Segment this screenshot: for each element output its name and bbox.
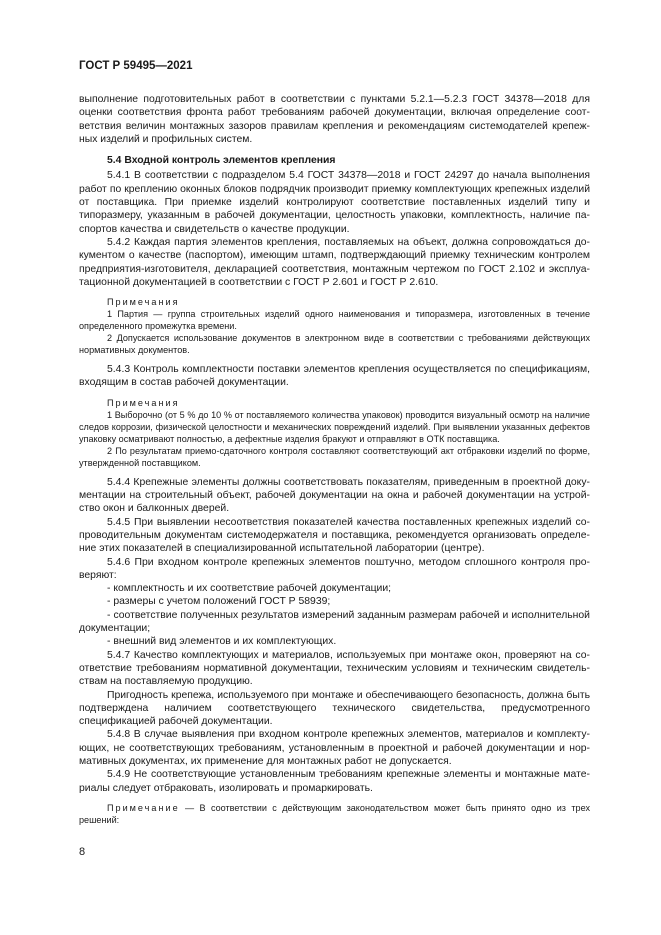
document-header: ГОСТ Р 59495—2021: [79, 60, 193, 72]
note-label: Примечание: [107, 802, 180, 813]
paragraph-5-4-7: 5.4.7 Качество комплектующих и материалов, используемых при монтаже окон, проверяют на соответствие требованиям нормативной документации, техническим условиям и техническим свидетельствам на поставляемую продукцию.: [79, 649, 590, 688]
paragraph-5-4-2: 5.4.2 Каждая партия элементов крепления, поставляемых на объект, должна сопровождаться документом о качестве (паспортом), имеющим штамп, подтверждающий приемку техническим контролем предприятия-изготовителя, декларацией соответствия, монтажным чертежом по ГОСТ 2.102 и эксплуатационной документацией в соответствии с ГОСТ Р 2.601 и ГОСТ Р 2.610.: [79, 236, 590, 288]
paragraph-5-4-1: 5.4.1 В соответствии с подразделом 5.4 ГОСТ 34378—2018 и ГОСТ 24297 до начала выполнения работ по креплению оконных блоков подрядчик производит приемку комплектующих крепежных изделий от поставщика. При приемке изделий контролируют соответствие поставленных изделий типу и типоразмеру, указанным в рабочей документации, целостность упаковки, комплектность, наличие паспортов качества и свидетельств о качестве продукции.: [79, 170, 590, 235]
page-number: 8: [79, 846, 86, 858]
paragraph-5-4-4: 5.4.4 Крепежные элементы должны соответствовать показателям, приведенным в проектной документации на строительный объект, рабочей документации на окна и рабочей документации на устройство окон и балконных дверей.: [79, 476, 590, 515]
paragraph-5-4-9: 5.4.9 Не соответствующие установленным требованиям крепежные элементы и монтажные материалы следует отбраковать, изолировать и промаркировать.: [79, 769, 590, 794]
list-item: - внешний вид элементов и их комплектующих.: [107, 636, 337, 648]
section-title: 5.4 Входной контроль элементов крепления: [107, 155, 336, 167]
list-item: - соответствие полученных результатов измерений заданным размерам рабочей и исполнительной документации;: [79, 609, 590, 635]
list-item: - комплектность и их соответствие рабочей документации;: [107, 583, 392, 595]
note-item: 2 По результатам приемо-сдаточного контроля составляют соответствующий акт отбраковки изделий по форме, утвержденной поставщиком.: [79, 445, 590, 468]
list-item: - размеры с учетом положений ГОСТ Р 58939;: [107, 596, 331, 608]
notes-title: Примечания: [107, 297, 180, 308]
paragraph-5-4-7-continued: Пригодность крепежа, используемого при монтаже и обеспечивающего безопасность, должна быть подтверждена наличием соответствующего технического свидетельства, предусмотренного спецификацией рабочей документации.: [79, 689, 590, 728]
note-item: 1 Партия — группа строительных изделий одного наименования и типоразмера, изготовленных в течение определенного промежутка времени.: [79, 309, 590, 332]
note-block: [79, 802, 590, 826]
paragraph-5-4-5: 5.4.5 При выявлении несоответствия показателей качества поставленных крепежных изделий сопроводительным документам системодержателя и поставщика, рекомендуется организовать определение этих показателей в специализированной испытательной лаборатории (центре).: [79, 516, 590, 555]
note-item: 2 Допускается использование документов в электронном виде в соответствии с требованиями действующих нормативных документов.: [79, 333, 590, 356]
note-item: 1 Выборочно (от 5 % до 10 % от поставляемого количества упаковок) проводится визуальный осмотр на наличие следов коррозии, физической целостности и механических повреждений изделий. При выявлении указанных дефектов упаковку осматривают полностью, а дефектные изделия бракуют и отправляют в ОТК поставщика.: [79, 409, 590, 444]
notes-title: Примечания: [107, 397, 180, 408]
paragraph-5-4-3: 5.4.3 Контроль комплектности поставки элементов крепления осуществляется по спецификациям, входящим в состав рабочей документации.: [79, 364, 590, 389]
paragraph-5-4-8: 5.4.8 В случае выявления при входном контроле крепежных элементов, материалов и комплектующих, не соответствующих требованиям, установленным в проектной и рабочей документации и нормативных документах, их применение для монтажных работ не допускается.: [79, 729, 590, 767]
intro-paragraph: выполнение подготовительных работ в соответствии с пунктами 5.2.1—5.2.3 ГОСТ 34378—2018 для оценки соответствия фронта работ требованиям рабочей документации, включая определение соответствия величин монтажных зазоров правилам крепления и рекомендациям системодателей крепежных изделий и профильных систем.: [79, 94, 590, 145]
paragraph-5-4-6: 5.4.6 При входном контроле крепежных элементов поштучно, методом сплошного контроля проверяют:: [79, 556, 590, 581]
document-body: [79, 93, 590, 826]
note-text: — В соответствии с действующим законодательством может быть принято одно из трех решений:: [79, 802, 590, 825]
